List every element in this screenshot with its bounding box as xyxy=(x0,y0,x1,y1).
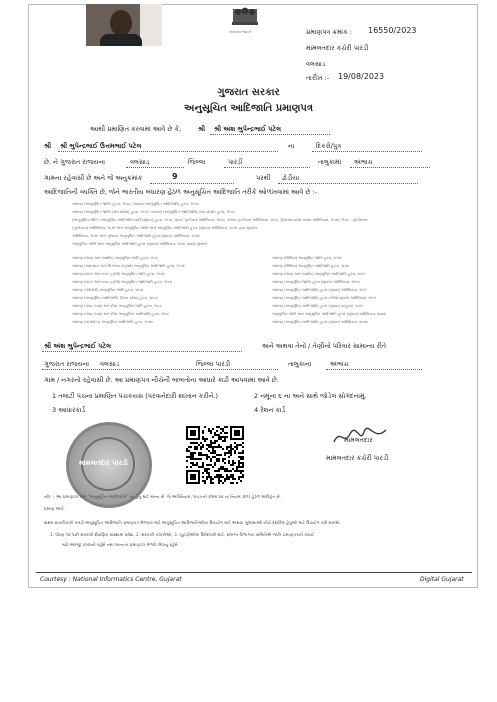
residence-talukana: તાલુકાના xyxy=(288,360,312,368)
order-left: બંધારણ (દાદરા અને નગર હવેલી) અનુસૂચિત જાતિ હુકમ, ૧૯૬૨ xyxy=(72,272,165,276)
order-right: બંધારણ (અનુસૂચિત આદિજાતિ) હુકમ (સુધારા) અધિનિયમ, ૨૦૦૨ xyxy=(272,320,368,324)
residence-village: અંભાચ xyxy=(330,360,349,368)
serial-number: 9 xyxy=(172,172,178,181)
note-line: 1. ધોરણ ૧૦ પછી સરકારી શૈક્ષણિક સંસ્થામાં પ્રવેશ, 2. સરકારી નોકરીઓ, 3. ચૂંટણીઓમાં ઉમેદવારી માટે, સંલગ્ન વિભાગના સમિતિએ જાતિ પ્રમાણપત્રની ખરાઈ xyxy=(50,532,315,537)
date-label: તારીખ :- xyxy=(306,74,330,82)
order-left: બંધારણ (દાદરા અને નગર હવેલી) અનુસૂચિત આદિજાતિ હુકમ, ૧૯૬૨ xyxy=(72,280,172,284)
certificate-title: અનુસૂચિત આદિજાતિ પ્રમાણપત્ર xyxy=(183,103,314,114)
residence-state: ગુજરાત રાજયના xyxy=(44,360,90,368)
basis-item: 2 નમૂના ૬ ના અને સાથે જોડેલ સોગંદનામું. xyxy=(254,392,367,400)
parthi-label: પરથી xyxy=(256,174,271,182)
residence-closing: ગામ / નગરનો રહેવાસી છે. આ પ્રમાણપત્ર નીચેની બાબતોના આધારે કાઢી આપવામાં આવે છે. xyxy=(44,376,279,384)
taluka: પારડી xyxy=(228,158,243,166)
underline xyxy=(126,167,184,168)
underline xyxy=(150,183,234,184)
order-right: બંધારણ (સિક્કિમ) અનુસૂચિત આદિજાતિ હુકમ, ૧૯૭૮ xyxy=(272,264,350,268)
signatory-office: મામલતદાર કચેરી પારડી xyxy=(326,454,389,462)
order-line: બંધારણ (અનુસૂચિત જાતિ) (સંઘ પ્રદેશો) હુકમ, ૧૯૫૧, બંધારણ (અનુસૂચિત આદિજાતિ) (સંઘ પ્રદેશો) હુકમ, ૧૯૫૧ xyxy=(72,210,235,214)
father-name: શ્રી ભુપેન્દ્રભાઈ ઉત્તમભાઈ પટેલ xyxy=(60,142,142,150)
residence-statement: અને અથવા તેનો / તેણીનો પરિવાર સામાન્ય રીતે xyxy=(262,342,387,350)
seal-text: મામલતદાર પારડી xyxy=(79,459,128,467)
father-prefix: શ્રી xyxy=(44,142,52,150)
national-emblem-icon xyxy=(230,5,260,29)
order-right: બંધારણ (સિક્કિમ) અનુસૂચિત જાતિ હુકમ, ૧૯૭૮ xyxy=(272,256,342,260)
underline xyxy=(42,369,278,370)
village-resident-label: ગામના રહેવાસી છે અને જે અનુક્રમાંક xyxy=(44,174,143,182)
government-title: ગુજરાત સરકાર xyxy=(217,87,280,98)
relation: દિકરો/પુત્ર xyxy=(316,142,342,150)
order-left: બંધારણ (અનુસૂચિત આદિજાતિ) (ઉત્તર પ્રદેશ) હુકમ, ૧૯૬૭ xyxy=(72,296,158,300)
order-left: બંધારણ (જમ્મુ અને કાશ્મીર) અનુસૂચિત જાતિ હુકમ, ૧૯૫૬ xyxy=(72,256,159,260)
basis-item: 3 આધારકાર્ડ xyxy=(52,406,86,414)
note-line: માટે અરજી કરવાની રહેશે તથા માન્યતા પ્રમાણપત્ર મેળવી લેવાનું રહેશે. xyxy=(62,542,180,547)
basis-item: 4 રેશન કાર્ડ xyxy=(254,406,286,414)
village: અંભાચ xyxy=(354,158,373,166)
talukama-label: તાલુકામાં xyxy=(318,158,342,166)
order-left: બંધારણ (આંદામાન અને નિકોબાર ટાપુઓ) અનુસૂચિત આદિજાતિ હુકમ, ૧૯૫૯ xyxy=(72,264,185,268)
order-right: બંધારણ (અનુસૂચિત આદિજાતિ) હુકમ (સુધારા) વટહુકમ, ૧૯૯૬ xyxy=(272,304,364,308)
footer-digital-gujarat: Digital Gujarat xyxy=(420,576,464,583)
order-line: બંધારણ (અનુસૂચિત જાતિ) હુકમ, ૧૯૫૦, બંધારણ (અનુસૂચિત આદિજાતિ) હુકમ, ૧૯૫૦ xyxy=(72,202,199,206)
note-line: પ્રમાણ આપે. xyxy=(44,506,66,511)
order-right: બંધારણ (અનુસૂચિત આદિજાતિ) હુકમ (સુધારા) અધિનિયમ, ૧૯૯૧ xyxy=(272,288,367,292)
footer-courtesy: Courtesy : National Informatics Centre, Gujarat xyxy=(40,576,182,583)
applicant-name: શ્રી અંશ ભુપેન્દ્રભાઈ પટેલ xyxy=(214,125,282,133)
order-left: બંધારણ (પોંડિચેરી) અનુસૂચિત જાતિ હુકમ, ૧૯૬૪ xyxy=(72,288,144,292)
issuing-place: વલસાડ xyxy=(306,60,326,68)
issue-date: 19/08/2023 xyxy=(338,72,385,81)
underline xyxy=(312,151,422,152)
order-line: (પુનર્રચના) અધિનિયમ, ૧૯૭૧ અને અનુસૂચિત જાતિ અને અનુસૂચિત આદિજાતિ હુકમ (સુધારા) અધિનિયમ, ૧૯૭૬ દ્વારા સુધારેલ xyxy=(72,226,258,230)
emblem-caption: સત્યમેવ જયતે xyxy=(229,30,252,34)
order-left: બંધારણ (ગોવા, દમણ અને દીવ) અનુસૂચિત જાતિ હુકમ, ૧૯૬૮ xyxy=(72,304,162,308)
certificate-number: 16550/2023 xyxy=(368,26,417,35)
resident-state-label: છે. ને ગુજરાત રાજયના xyxy=(44,158,106,166)
order-right: બંધારણ (અનુસૂચિત આદિજાતિ) હુકમ (બીજો સુધારો) અધિનિયમ, ૧૯૯૧ xyxy=(272,296,377,300)
order-line: અનુસૂચિત જાતિ અને અનુસૂચિત આદિજાતિ હુકમ (સુધારા) અધિનિયમ, ૧૯૭૬ પ્રમાણે સુધારેલ xyxy=(72,242,208,246)
note-line: સક્ષમ સત્તાધિકારી પારડી અનુસૂચિત આદિજાતિ પ્રમાણપત્ર મેળવવા માટે અનુસૂચિત આદિજાતિઓના ઉપયોગ માટે અથવા ખુલાસાઓ નીચે દર્શાવેલ હેતુઓ માટે ઉપયોગ કરી શકાશે: xyxy=(44,520,341,525)
order-line: (અનુસૂચિત જાતિ / અનુસૂચિત આદિજાતિ યાદી (સુધારા) હુકમ, ૧૯૫૬, મુંબઈ પુનર્રચના અધિનિયમ, ૧૯૬૦, પંજાબ પુનર્રચના અધિનિયમ, ૧૯૬૬, હિમાચલ પ્રદેશ રાજય અધિનિયમ, ૧૯૭૦, ઉત્તર - પૂર્વ વિસ્તાર xyxy=(72,218,368,222)
note-line: નોંધ :- આ પ્રમાણપત્ર માત્ર "અનુસૂચિત આદિજાતિ" ના હેતુ માટે માન્ય છે. જે અધિનિયમ, ૧૯૮૯ની કલમ ૨૦ ના નિયમ ૩(૧) હેઠળ અધિકૃત છે. xyxy=(44,494,282,499)
underline xyxy=(58,151,278,152)
residence-taluka: જિલ્લા પારડી xyxy=(196,360,231,368)
order-right: બંધારણ (જમ્મુ અને કાશ્મીર) અનુસૂચિત આદિજાતિ હુકમ, ૧૯૮૯ xyxy=(272,272,366,276)
qr-code xyxy=(186,426,244,484)
order-right: બંધારણ (અનુસૂચિત જાતિ) હુકમ (સુધારા) અધિનિયમ, ૧૯૯૦ xyxy=(272,280,360,284)
underline xyxy=(350,167,430,168)
certificate-number-label: પ્રમાણપત્ર ક્રમાંક : xyxy=(306,28,352,36)
underline xyxy=(42,351,242,352)
shri-label: શ્રી xyxy=(198,125,206,133)
certification-line: આથી પ્રમાણિત કરવામાં આવે છે કે, xyxy=(90,125,182,133)
underline xyxy=(210,134,330,135)
jilla-label: જિલ્લા xyxy=(188,158,206,166)
resident-name: શ્રી અંશ ભુપેન્દ્રભાઈ પટેલ xyxy=(44,342,112,350)
order-left: બંધારણ (ગોવા, દમણ અને દીવ) અનુસૂચિત આદિજાતિ હુકમ, ૧૯૬૮ xyxy=(72,312,170,316)
underline xyxy=(224,167,310,168)
basis-item: 1 તલાટી પંચના પ્રમાણિત પંચકયસ (પરવાનેદારી શાખાન કરીને.) xyxy=(52,392,219,400)
order-left: બંધારણ (નાગાલેન્ડ) અનુસૂચિત આદિજાતિ હુકમ, ૧૯૭૦ xyxy=(72,320,153,324)
order-right: અનુસૂચિત જાતિ અને અનુસૂચિત આદિજાતિ હુકમ (સુધારા) અધિનિયમ, ૨૦૦૨ xyxy=(272,312,386,316)
signatory-title: મામલતદાર xyxy=(344,436,373,444)
order-line: અધિનિયમ, ૧૯૭૬ અને ગુજરાત અનુસૂચિત આદિજાતિ હુકમ (સુધારા) અધિનિયમ, ૧૯૭૬ xyxy=(72,234,201,238)
caste: ઢોડીયા xyxy=(282,174,300,182)
na-label: ના xyxy=(288,142,295,150)
footer-divider xyxy=(36,572,472,573)
applicant-photo xyxy=(86,4,162,46)
scheduled-tribe-statement: આદિજાતિની વ્યક્તિ છે, જેને ભારતીય બંધારણ હેઠળ અનુસૂચિત આદિજાતિ તરીકે ઓળખવામાં આવે છે :- xyxy=(44,188,318,196)
district: વલસાડ xyxy=(130,158,150,166)
issuing-office: મામલતદાર કચેરી પારડી xyxy=(306,44,369,52)
residence-district: વલસાડ xyxy=(100,360,120,368)
underline xyxy=(278,183,418,184)
underline xyxy=(326,369,422,370)
